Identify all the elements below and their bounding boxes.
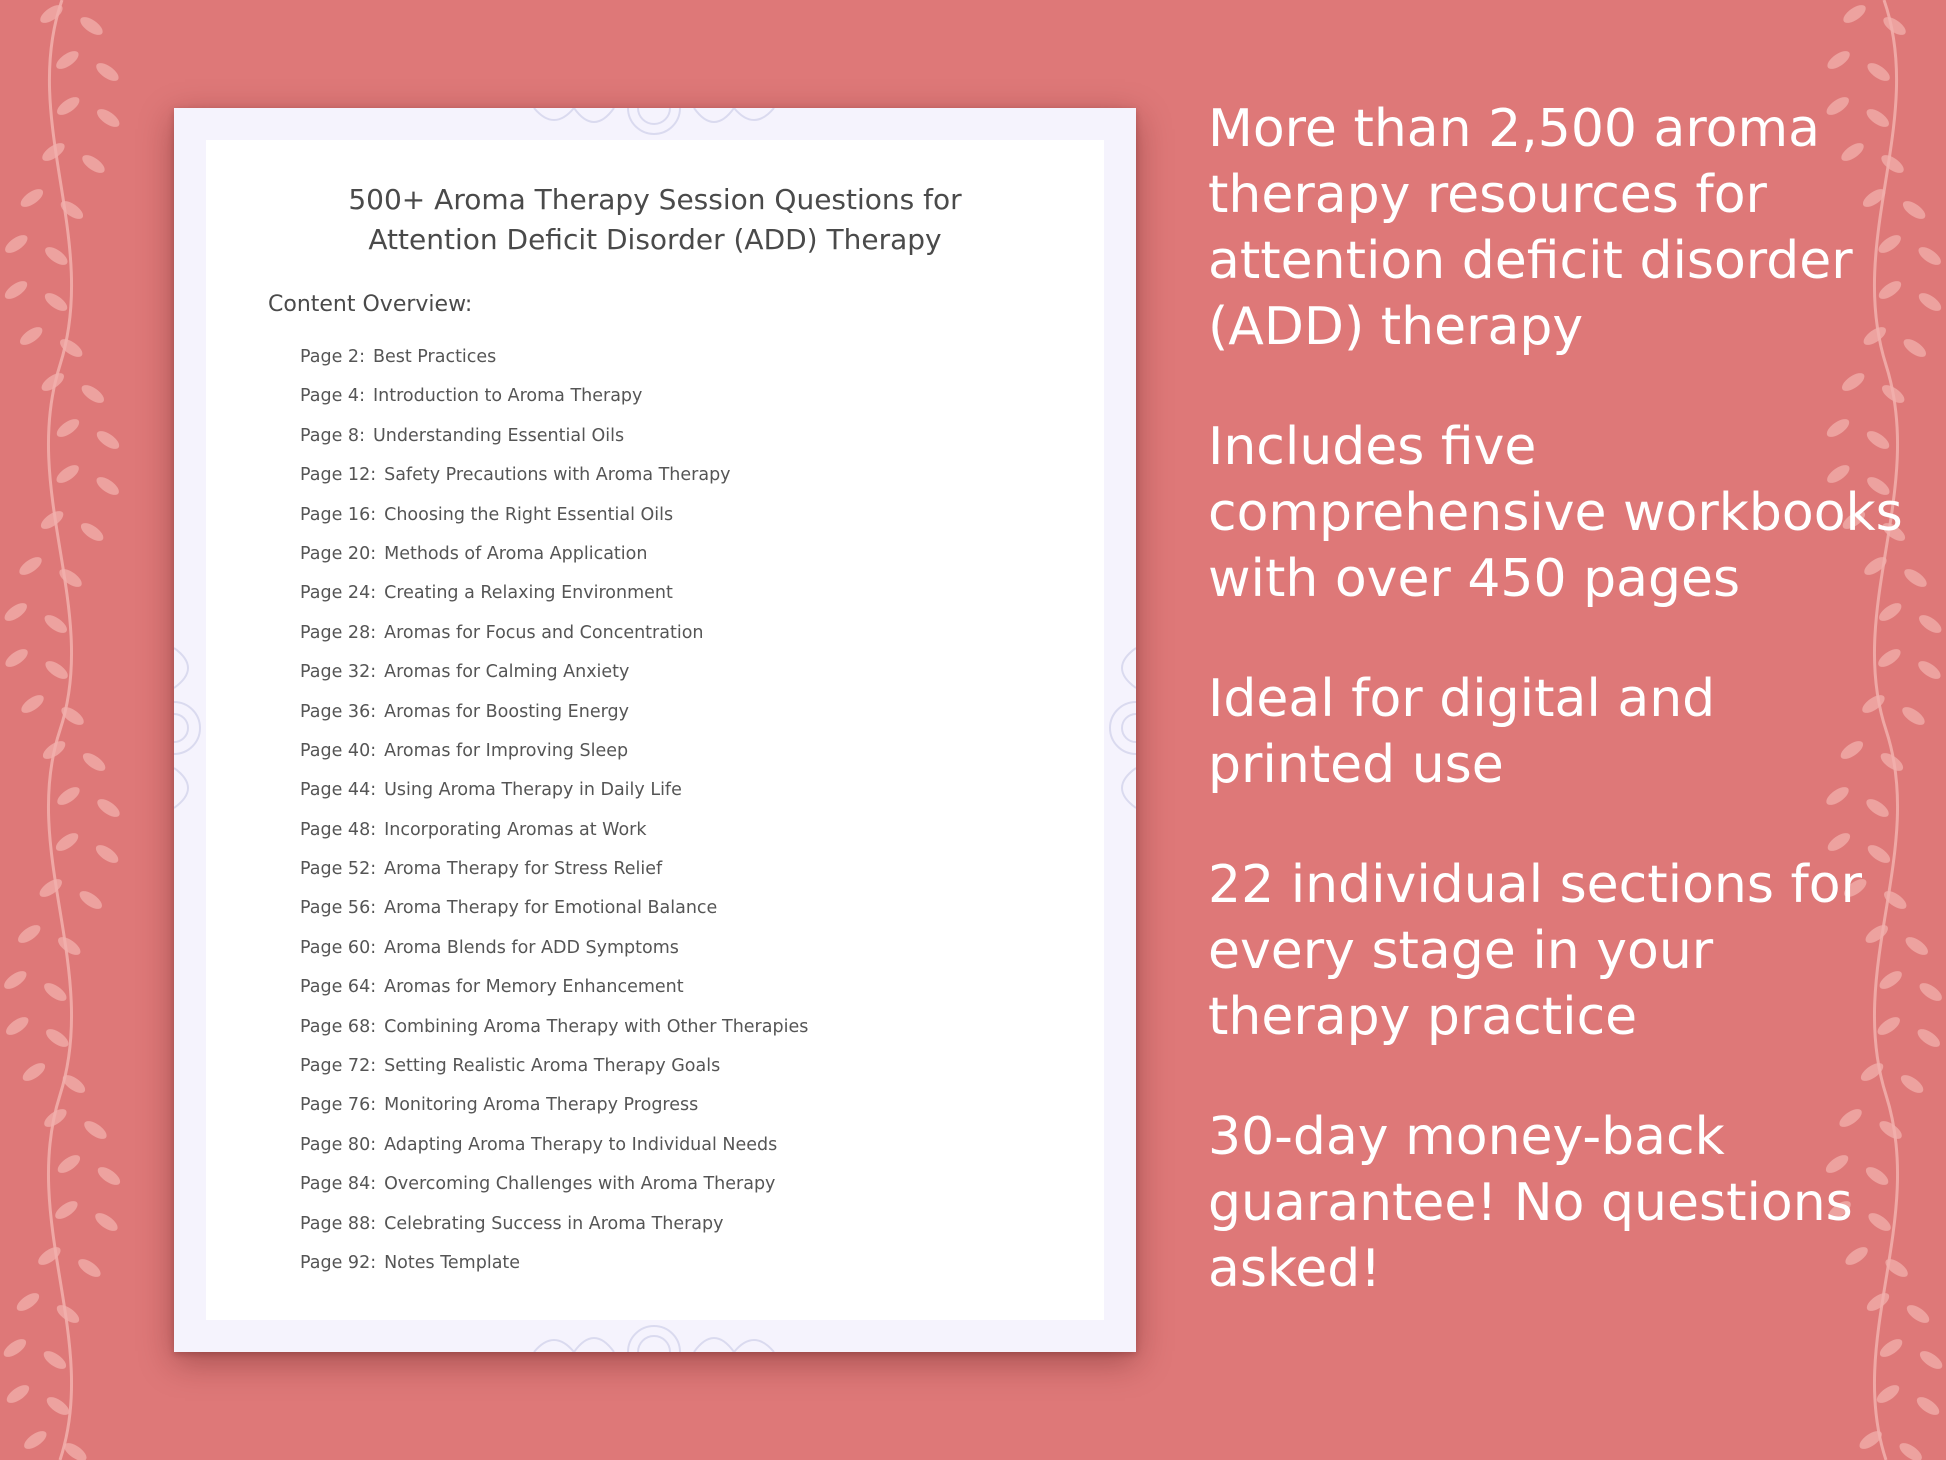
toc-item <box>300 1205 808 1244</box>
toc-section-title: Setting Realistic Aroma Therapy Goals <box>384 1056 721 1077</box>
toc-page-number: Page 32: <box>300 662 377 683</box>
toc-section-title: Aroma Therapy for Emotional Balance <box>384 898 718 919</box>
toc-page-number: Page 84: <box>300 1174 377 1195</box>
toc-page-number: Page 16: <box>300 504 377 525</box>
mandala-bottom-ornament <box>514 1320 794 1352</box>
toc-section-title: Creating a Relaxing Environment <box>384 583 673 604</box>
toc-section-title: Combining Aroma Therapy with Other Therapies <box>384 1016 809 1037</box>
toc-page-number: Page 80: <box>300 1134 377 1155</box>
toc-page-number: Page 40: <box>300 740 377 761</box>
toc-item <box>300 614 808 653</box>
toc-section-title: Incorporating Aromas at Work <box>384 819 647 840</box>
toc-page-number: Page 68: <box>300 1016 377 1037</box>
toc-section-title: Aromas for Memory Enhancement <box>384 977 684 998</box>
toc-page-number: Page 12: <box>300 465 377 486</box>
document-preview <box>174 108 1136 1352</box>
toc-section-title: Using Aroma Therapy in Daily Life <box>384 780 682 801</box>
toc-section-title: Overcoming Challenges with Aroma Therapy <box>384 1174 776 1195</box>
document-page <box>206 140 1104 1320</box>
toc-page-number: Page 24: <box>300 583 377 604</box>
toc-section-title: Aroma Therapy for Stress Relief <box>384 859 663 880</box>
toc-page-number: Page 2: <box>300 347 365 367</box>
toc-item <box>300 1126 808 1165</box>
toc-item <box>300 693 808 732</box>
toc-item <box>300 850 808 889</box>
toc-section-title: Understanding Essential Oils <box>372 425 625 446</box>
toc-item <box>300 771 808 810</box>
toc-section-title: Adapting Aroma Therapy to Individual Needs <box>384 1134 778 1155</box>
toc-item <box>300 1047 808 1086</box>
toc-item <box>300 653 808 692</box>
feature-sections: 22 individual sections for every stage in your therapy practice <box>1208 855 1862 1047</box>
feature-guarantee: 30-day money-back guarantee! No questions asked! <box>1208 1107 1853 1299</box>
toc-page-number: Page 36: <box>300 701 377 722</box>
toc-page-number: Page 64: <box>300 977 377 998</box>
toc-section-title: Methods of Aroma Application <box>384 543 648 564</box>
toc-item <box>300 811 808 850</box>
toc-item <box>300 1008 808 1047</box>
toc-item <box>300 417 808 456</box>
toc-item <box>300 1086 808 1125</box>
toc-item <box>300 496 808 535</box>
toc-item <box>300 732 808 771</box>
mandala-top-ornament <box>514 108 794 140</box>
toc-page-number: Page 52: <box>300 859 377 880</box>
toc-page-number: Page 28: <box>300 622 377 643</box>
mandala-right-ornament <box>1104 608 1136 848</box>
toc-page-number: Page 44: <box>300 780 377 801</box>
toc-page-number: Page 8: <box>300 425 365 446</box>
document-title-line-1: 500+ Aroma Therapy Session Questions for <box>348 183 962 216</box>
floral-vine-left <box>0 0 130 1460</box>
toc-page-number: Page 4: <box>300 386 365 407</box>
toc-page-number: Page 48: <box>300 819 377 840</box>
toc-item <box>300 929 808 968</box>
toc-item <box>300 1165 808 1204</box>
feature-workbooks: Includes five comprehensive workbooks with over 450 pages <box>1208 417 1903 609</box>
toc-section-title: Celebrating Success in Aroma Therapy <box>384 1213 724 1234</box>
toc-item <box>300 889 808 928</box>
document-title <box>206 180 1104 260</box>
toc-page-number: Page 92: <box>300 1252 377 1273</box>
toc-section-title: Aromas for Improving Sleep <box>384 740 629 761</box>
toc-section-title: Monitoring Aroma Therapy Progress <box>384 1095 699 1116</box>
feature-digital-print: Ideal for digital and printed use <box>1208 669 1716 795</box>
toc-item <box>300 1244 808 1283</box>
toc-page-number: Page 88: <box>300 1213 377 1234</box>
toc-page-number: Page 20: <box>300 543 377 564</box>
toc-item <box>300 968 808 1007</box>
toc-section-title: Aromas for Focus and Concentration <box>384 622 704 643</box>
toc-section-title: Aromas for Boosting Energy <box>384 701 629 722</box>
content-overview-heading: Content Overview: <box>268 292 473 317</box>
toc-section-title: Safety Precautions with Aroma Therapy <box>384 465 731 486</box>
feature-resources: More than 2,500 aroma therapy resources for attention deficit disorder (ADD) therapy <box>1208 99 1853 357</box>
toc-section-title: Notes Template <box>384 1252 521 1273</box>
mandala-left-ornament <box>174 608 206 848</box>
toc-section-title: Aroma Blends for ADD Symptoms <box>384 937 679 958</box>
document-title-line-2: Attention Deficit Disorder (ADD) Therapy <box>368 223 942 256</box>
toc-section-title: Aromas for Calming Anxiety <box>384 662 630 683</box>
toc-item <box>300 377 808 416</box>
toc-section-title: Choosing the Right Essential Oils <box>384 504 674 525</box>
toc-page-number: Page 60: <box>300 937 377 958</box>
toc-section-title: Best Practices <box>372 347 497 367</box>
toc-page-number: Page 76: <box>300 1095 377 1116</box>
toc-page-number: Page 72: <box>300 1056 377 1077</box>
toc-item <box>300 456 808 495</box>
toc-item <box>300 338 808 377</box>
toc-item <box>300 574 808 613</box>
toc-item <box>300 535 808 574</box>
feature-list <box>1208 96 1908 1356</box>
toc-section-title: Introduction to Aroma Therapy <box>372 386 643 407</box>
table-of-contents <box>300 338 808 1283</box>
toc-page-number: Page 56: <box>300 898 377 919</box>
